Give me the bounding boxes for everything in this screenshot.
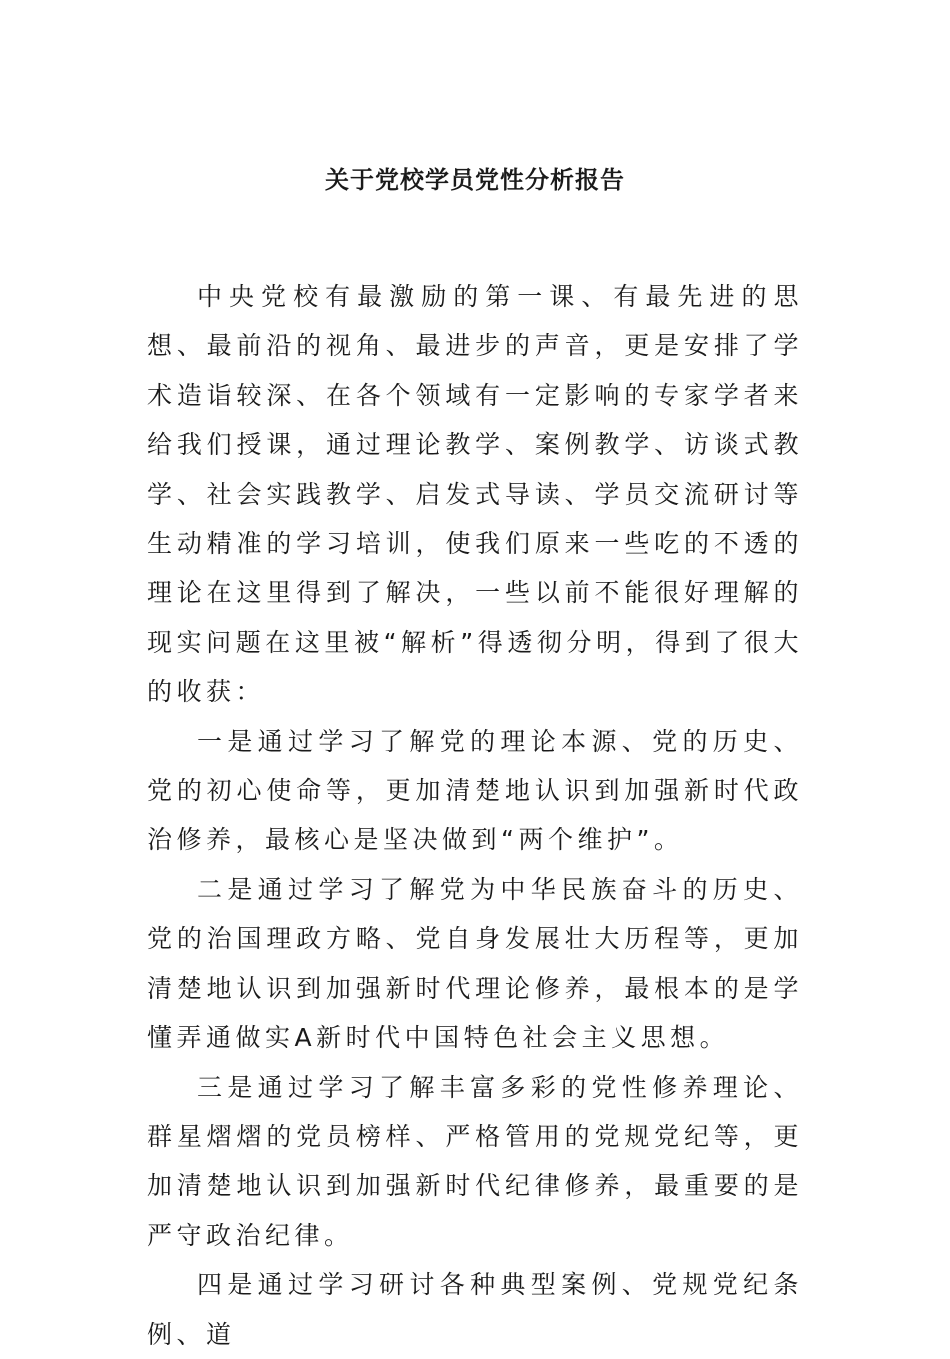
paragraph-point-one: 一是通过学习了解党的理论本源、党的历史、党的初心使命等，更加清楚地认识到加强新时代政治修养，最核心是坚决做到“两个维护”。 (147, 726, 803, 855)
paragraph-point-three: 三是通过学习了解丰富多彩的党性修养理论、群星熠熠的党员榜样、严格管用的党规党纪等，更加清楚地认识到加强新时代纪律修养，最重要的是严守政治纪律。 (147, 1072, 803, 1250)
paragraph-point-four: 四是通过学习研讨各种典型案例、党规党纪条例、道 (147, 1270, 803, 1349)
paragraph-point-two: 二是通过学习了解党为中华民族奋斗的历史、党的治国理政方略、党自身发展壮大历程等，更加清楚地认识到加强新时代理论修养，最根本的是学懂弄通做实A新时代中国特色社会主义思想。 (147, 874, 803, 1053)
paragraph-intro: 中央党校有最激励的第一课、有最先进的思想、最前沿的视角、最进步的声音，更是安排了学术造诣较深、在各个领域有一定影响的专家学者来给我们授课，通过理论教学、案例教学、访谈式教学、社会实践教学、启发式导读、学员交流研讨等生动精准的学习培训，使我们原来一些吃的不透的理论在这里得到了解决，一些以前不能很好理解的现实问题在这里被“解析”得透彻分明，得到了很大的收获： (147, 282, 803, 707)
document-body (147, 272, 803, 1359)
document-title: 关于党校学员党性分析报告 (325, 166, 625, 194)
